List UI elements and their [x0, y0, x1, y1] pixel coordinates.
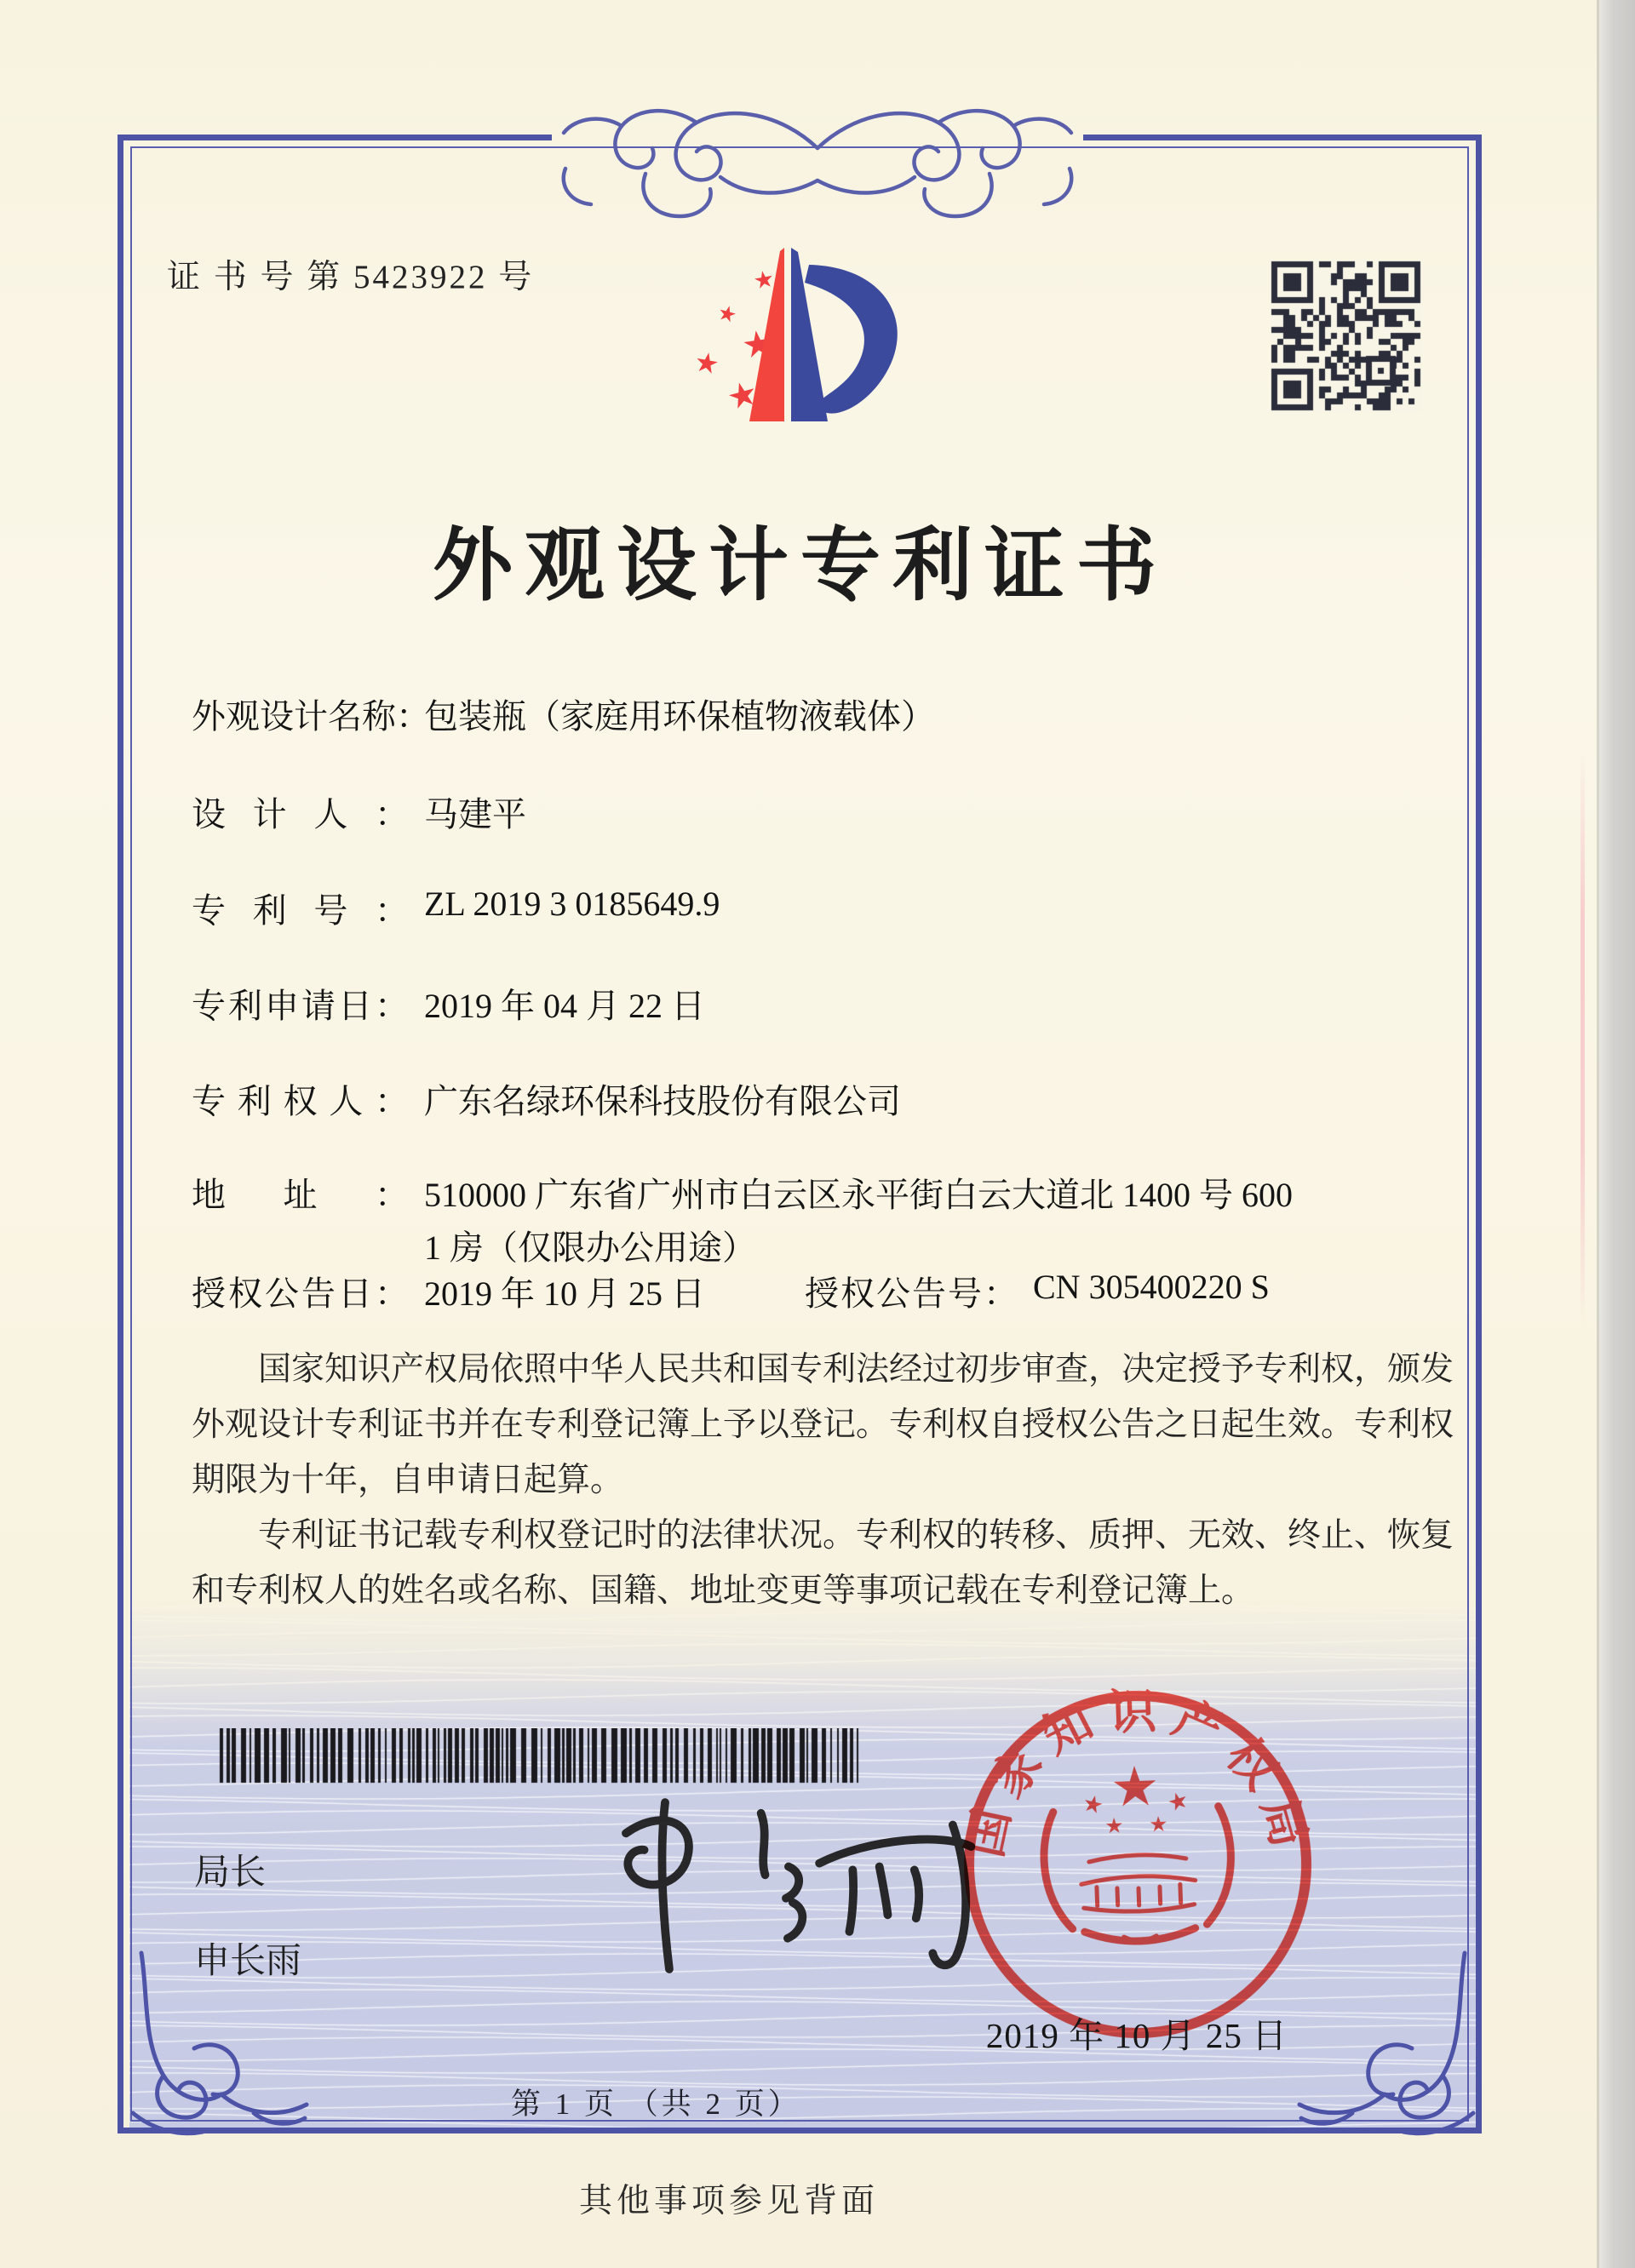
top-flourish-ornament	[526, 73, 1109, 223]
field-label: 外观设计名称：	[192, 697, 430, 736]
commissioner-name: 申长雨	[194, 1940, 302, 1980]
field-label: 地址：	[192, 1176, 409, 1214]
star-icon	[754, 271, 772, 289]
page-number: 第 1 页 （共 2 页）	[511, 2088, 801, 2121]
field-designer	[192, 788, 526, 836]
qr-code	[1271, 261, 1422, 412]
barcode	[218, 1728, 863, 1784]
star-icon	[1150, 1816, 1167, 1832]
star-icon	[1168, 1792, 1186, 1811]
field-grant-date	[192, 1267, 705, 1315]
field-value: 包装瓶（家庭用环保植物液载体）	[424, 697, 935, 736]
field-label: 授权公告号：	[805, 1274, 1018, 1313]
seal-char: 识	[1107, 1686, 1157, 1741]
corner-flourish-left-icon	[126, 1946, 330, 2151]
seal-date: 2019 年 10 月 25 日	[985, 2016, 1288, 2055]
seal-char: 国	[958, 1804, 1021, 1862]
field-value: 马建平	[424, 795, 526, 833]
certificate-title: 外观设计专利证书	[432, 522, 1168, 610]
star-icon	[1106, 1818, 1123, 1834]
field-value: 510000 广东省广州市白云区永平街白云大道北 1400 号 600	[424, 1176, 1293, 1214]
seal-char: 知	[1035, 1695, 1102, 1765]
seal-char: 局	[1251, 1792, 1316, 1853]
field-label: 授权公告日：	[192, 1274, 409, 1313]
star-icon	[697, 352, 718, 374]
field-patent-number	[192, 884, 720, 932]
field-label: 专利申请日：	[192, 987, 409, 1025]
field-address-line2: 1 房（仅限办公用途）	[424, 1228, 756, 1267]
cnipa-patent-logo-icon	[681, 240, 937, 450]
official-red-seal	[946, 1673, 1330, 2057]
back-side-note: 其他事项参见背面	[579, 2183, 880, 2219]
star-icon	[720, 306, 736, 322]
field-label: 专利号：	[192, 891, 409, 930]
certificate-number: 证 书 号 第 5423922 号	[167, 259, 535, 295]
national-emblem-icon	[1041, 1762, 1233, 1944]
seal-char: 产	[1165, 1692, 1231, 1760]
field-patentee	[192, 1074, 901, 1123]
star-icon	[1113, 1765, 1156, 1807]
star-icon	[729, 383, 754, 409]
logo-red-spire	[749, 248, 784, 421]
field-value: 广东名绿环保科技股份有限公司	[424, 1082, 901, 1120]
seal-char: 权	[1215, 1728, 1288, 1800]
field-value: CN 305400220 S	[1033, 1268, 1270, 1306]
field-design-name	[192, 690, 935, 738]
field-value: 2019 年 04 月 22 日	[424, 987, 705, 1025]
field-address	[192, 1168, 1293, 1217]
field-value: 2019 年 10 月 25 日	[424, 1274, 705, 1313]
legal-paragraph-2: 专利证书记载专利权登记时的法律状况。专利权的转移、质押、无效、终止、恢复和专利权人的姓名或名称、国籍、地址变更等事项记载在专利登记簿上。	[192, 1517, 1454, 1609]
star-icon	[1085, 1796, 1103, 1814]
legal-text-block	[192, 1342, 1473, 1618]
field-label: 设计人：	[192, 795, 409, 833]
legal-paragraph-1: 国家知识产权局依照中华人民共和国专利法经过初步审查，决定授予专利权，颁发外观设计专利证书并在专利登记簿上予以登记。专利权自授权公告之日起生效。专利权期限为十年，自申请日起算。	[192, 1351, 1454, 1498]
seal-char: 家	[981, 1738, 1053, 1808]
commissioner-title: 局长	[194, 1852, 267, 1892]
field-grant-number	[805, 1267, 1270, 1315]
field-filing-date	[192, 979, 705, 1028]
scanner-background-strip	[1599, 0, 1635, 2268]
field-label: 专利权人：	[192, 1082, 409, 1120]
scan-pink-streak	[1580, 749, 1585, 1328]
handwritten-signature	[586, 1788, 986, 1985]
field-value: ZL 2019 3 0185649.9	[424, 885, 720, 923]
